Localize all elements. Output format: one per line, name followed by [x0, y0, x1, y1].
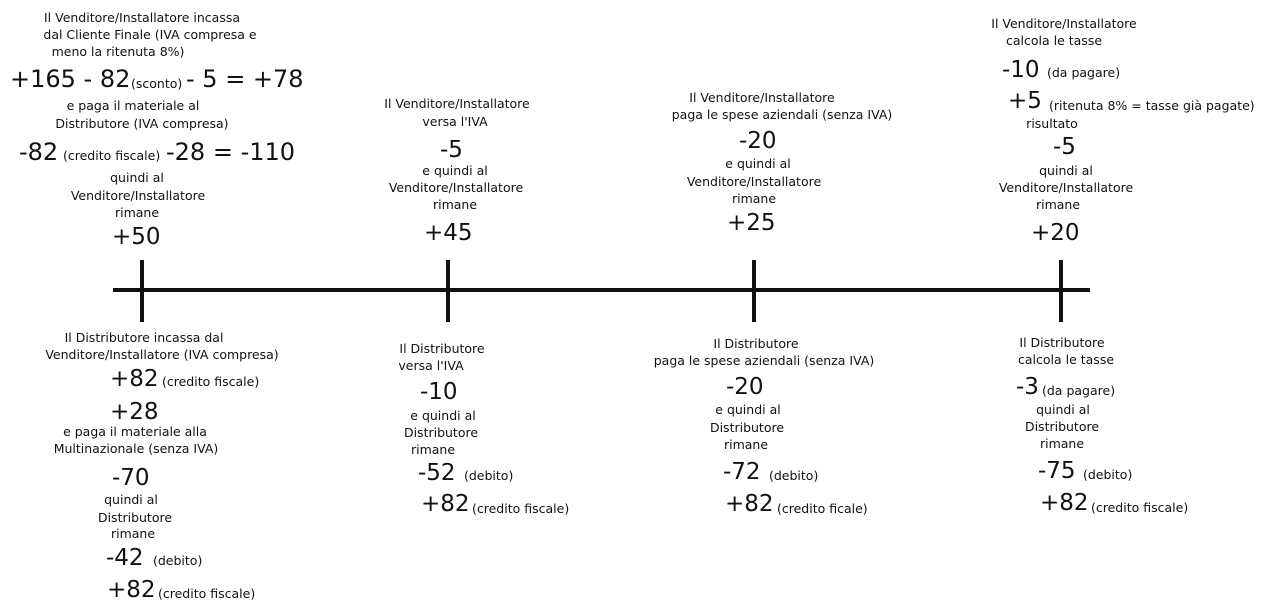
vendor-step-1-line-6: quindi al [110, 170, 164, 185]
distributor-step-3-credit: +82 [725, 491, 774, 517]
distributor-step-4-debt-note: (debito) [1083, 467, 1133, 482]
distributor-step-1-line-3: e paga il materiale alla [63, 424, 207, 439]
vendor-step-3-amount: -20 [739, 128, 777, 154]
vendor-step-1-equation-1-a: +165 - 82 [10, 65, 131, 93]
distributor-step-3-line-2: paga le spese aziendali (senza IVA) [653, 353, 875, 368]
distributor-step-1-line-7: rimane [110, 526, 156, 541]
distributor-step-2-debt-note: (debito) [464, 468, 514, 483]
distributor-step-1-line-5: quindi al [104, 492, 158, 507]
distributor-step-3-debt: -72 [723, 459, 761, 485]
distributor-step-2-debt: -52 [418, 460, 456, 486]
vendor-step-1-equation-1-note: (sconto) [131, 76, 183, 91]
vendor-step-2-line-2: versa l'IVA [422, 114, 488, 129]
distributor-step-2-credit: +82 [421, 491, 470, 517]
distributor-step-4-tax-note: (da pagare) [1042, 383, 1116, 398]
vendor-step-2-line-1: Il Venditore/Installatore [384, 96, 530, 111]
vendor-step-4-line-5: Venditore/Installatore [998, 180, 1134, 195]
distributor-step-4-credit-note: (credito fiscale) [1091, 500, 1189, 515]
distributor-step-2-line-4: Distributore [403, 425, 479, 440]
distributor-step-4-line-2: calcola le tasse [1017, 352, 1115, 367]
vendor-step-2-remaining: +45 [424, 220, 473, 246]
vendor-step-1-remaining: +50 [112, 224, 161, 250]
distributor-step-1-line-4: Multinazionale (senza IVA) [53, 441, 219, 456]
distributor-step-1-credit: +82 [107, 577, 156, 603]
distributor-step-1-credit-note: (credito fiscale) [158, 586, 256, 601]
distributor-step-3-line-4: Distributore [709, 420, 785, 435]
distributor-step-4-debt: -75 [1038, 458, 1076, 484]
distributor-step-2-line-3: e quindi al [410, 408, 476, 423]
distributor-step-3-line-1: Il Distributore [713, 336, 799, 351]
distributor-step-3-credit-note: (credito ficale) [777, 501, 868, 516]
distributor-step-2-line-2: versa l'IVA [398, 358, 464, 373]
vendor-step-3-line-1: Il Venditore/Installatore [689, 90, 835, 105]
vendor-step-4-line-1: Il Venditore/Installatore [991, 16, 1137, 31]
distributor-step-1-amount-1-note: (credito fiscale) [162, 374, 260, 389]
distributor-step-4-line-5: rimane [1039, 436, 1085, 451]
vendor-step-4-tax: -10 [1002, 57, 1040, 83]
distributor-step-4-line-4: Distributore [1024, 419, 1100, 434]
vendor-step-3-line-3: e quindi al [725, 156, 791, 171]
vendor-step-4-line-6: rimane [1035, 197, 1081, 212]
vendor-step-3-remaining: +25 [727, 210, 776, 236]
vendor-step-2-amount: -5 [440, 137, 463, 163]
vendor-step-3-line-2: paga le spese aziendali (senza IVA) [671, 107, 893, 122]
distributor-step-2-line-5: rimane [410, 442, 456, 457]
vendor-step-4-tax-note: (da pagare) [1047, 65, 1121, 80]
vendor-step-1-equation-2-a: -82 [19, 138, 59, 166]
vendor-step-1-line-5: Distributore (IVA compresa) [55, 116, 229, 131]
distributor-step-4-line-1: Il Distributore [1019, 335, 1105, 350]
vendor-step-4-withheld-note: (ritenuta 8% = tasse già pagate) [1049, 98, 1255, 113]
vendor-step-4-result: -5 [1053, 134, 1076, 160]
vendor-step-1-line-1: Il Venditore/Installatore incassa [43, 10, 241, 25]
distributor-step-1-line-6: Distributore [97, 510, 173, 525]
vendor-step-3-line-5: rimane [731, 191, 777, 206]
distributor-step-1-amount-3: -70 [112, 465, 150, 491]
distributor-step-3-amount: -20 [726, 374, 764, 400]
distributor-step-4-credit: +82 [1040, 490, 1089, 516]
vendor-step-2-line-5: rimane [432, 197, 478, 212]
distributor-step-2-credit-note: (credito fiscale) [472, 501, 570, 516]
vendor-step-2-line-3: e quindi al [422, 163, 488, 178]
distributor-step-1-amount-2: +28 [110, 399, 159, 425]
vendor-step-1-line-3: meno la ritenuta 8%) [51, 44, 185, 59]
distributor-step-3-line-3: e quindi al [715, 402, 781, 417]
distributor-step-1-debt-note: (debito) [153, 553, 203, 568]
distributor-step-4-line-3: quindi al [1036, 402, 1090, 417]
vendor-step-4-line-4: quindi al [1039, 163, 1093, 178]
distributor-step-1-debt: -42 [106, 545, 144, 571]
distributor-step-3-line-5: rimane [723, 437, 769, 452]
distributor-step-3-debt-note: (debito) [769, 468, 819, 483]
vendor-step-4-remaining: +20 [1031, 220, 1080, 246]
vendor-step-1-equation-1-b: - 5 = +78 [186, 65, 304, 93]
distributor-step-1-amount-1: +82 [110, 366, 159, 392]
distributor-step-2-line-1: Il Distributore [399, 341, 485, 356]
vendor-step-1-line-4: e paga il materiale al [66, 98, 200, 113]
vendor-step-4-line-2: calcola le tasse [1005, 33, 1103, 48]
vendor-step-1-equation-2-b: -28 = -110 [166, 138, 296, 166]
distributor-step-2-amount: -10 [420, 379, 458, 405]
vendor-step-2-line-4: Venditore/Installatore [388, 180, 524, 195]
vendor-step-4-line-3: risultato [1026, 116, 1078, 131]
vendor-step-1-line-8: rimane [114, 205, 160, 220]
vendor-step-1-line-2: dal Cliente Finale (IVA compresa e [43, 27, 257, 42]
vendor-step-1-line-7: Venditore/Installatore [70, 188, 206, 203]
distributor-step-1-line-1: Il Distributore incassa dal [64, 330, 224, 345]
distributor-step-1-line-2: Venditore/Installatore (IVA compresa) [45, 347, 279, 362]
vendor-step-3-line-4: Venditore/Installatore [686, 174, 822, 189]
distributor-step-4-tax: -3 [1016, 374, 1039, 400]
vendor-step-4-withheld: +5 [1008, 88, 1042, 114]
vendor-step-1-equation-2-note: (credito fiscale) [63, 148, 161, 163]
